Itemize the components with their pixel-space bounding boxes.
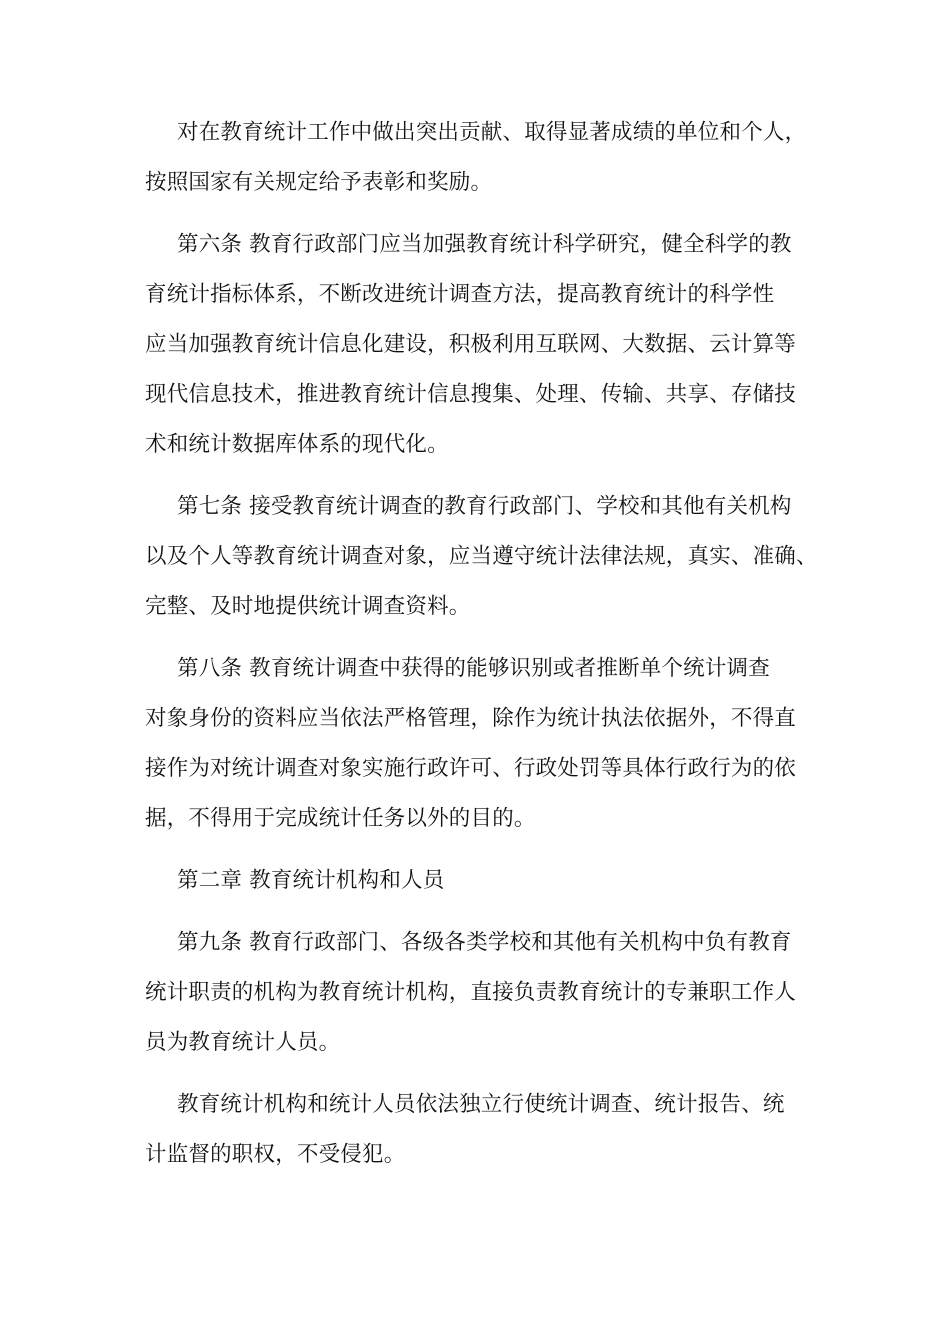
text-line: 第九条 教育行政部门、各级各类学校和其他有关机构中负有教育 (177, 930, 792, 955)
text-line: 员为教育统计人员。 (145, 1030, 341, 1055)
text-line: 接作为对统计调查对象实施行政许可、行政处罚等具体行政行为的依 (145, 756, 797, 781)
paragraph-article-7 (145, 482, 818, 632)
text-line: 按照国家有关规定给予表彰和奖励。 (145, 170, 493, 195)
text-line: 对象身份的资料应当依法严格管理，除作为统计执法依据外，不得直 (145, 706, 797, 731)
paragraph-article-9 (145, 918, 810, 1068)
text-line: 第七条 接受教育统计调查的教育行政部门、学校和其他有关机构 (177, 494, 792, 519)
text-line: 完整、及时地提供统计调查资料。 (145, 594, 471, 619)
text-line: 现代信息技术，推进教育统计信息搜集、处理、传输、共享、存储技 (145, 382, 797, 407)
text-line: 以及个人等教育统计调查对象，应当遵守统计法律法规，真实、准确、 (145, 544, 818, 569)
paragraph-commendation (145, 108, 810, 208)
text-line: 第八条 教育统计调查中获得的能够识别或者推断单个统计调查 (177, 656, 770, 681)
text-line: 术和统计数据库体系的现代化。 (145, 432, 449, 457)
text-line: 统计职责的机构为教育统计机构，直接负责教育统计的专兼职工作人 (145, 980, 797, 1005)
paragraph-statistics-authority (145, 1080, 810, 1180)
text-line: 育统计指标体系，不断改进统计调查方法，提高教育统计的科学性 (145, 282, 775, 307)
document-body (145, 108, 818, 1180)
text-line: 据，不得用于完成统计任务以外的目的。 (145, 806, 536, 831)
text-line: 教育统计机构和统计人员依法独立行使统计调查、统计报告、统 (177, 1092, 785, 1117)
text-line: 第二章 教育统计机构和人员 (177, 868, 445, 893)
chapter-2-heading (145, 856, 810, 906)
text-line: 对在教育统计工作中做出突出贡献、取得显著成绩的单位和个人， (177, 120, 807, 145)
text-line: 应当加强教育统计信息化建设，积极利用互联网、大数据、云计算等 (145, 332, 797, 357)
text-line: 计监督的职权，不受侵犯。 (145, 1142, 406, 1167)
paragraph-article-8 (145, 644, 810, 844)
text-line: 第六条 教育行政部门应当加强教育统计科学研究，健全科学的教 (177, 232, 792, 257)
paragraph-article-6 (145, 220, 810, 470)
